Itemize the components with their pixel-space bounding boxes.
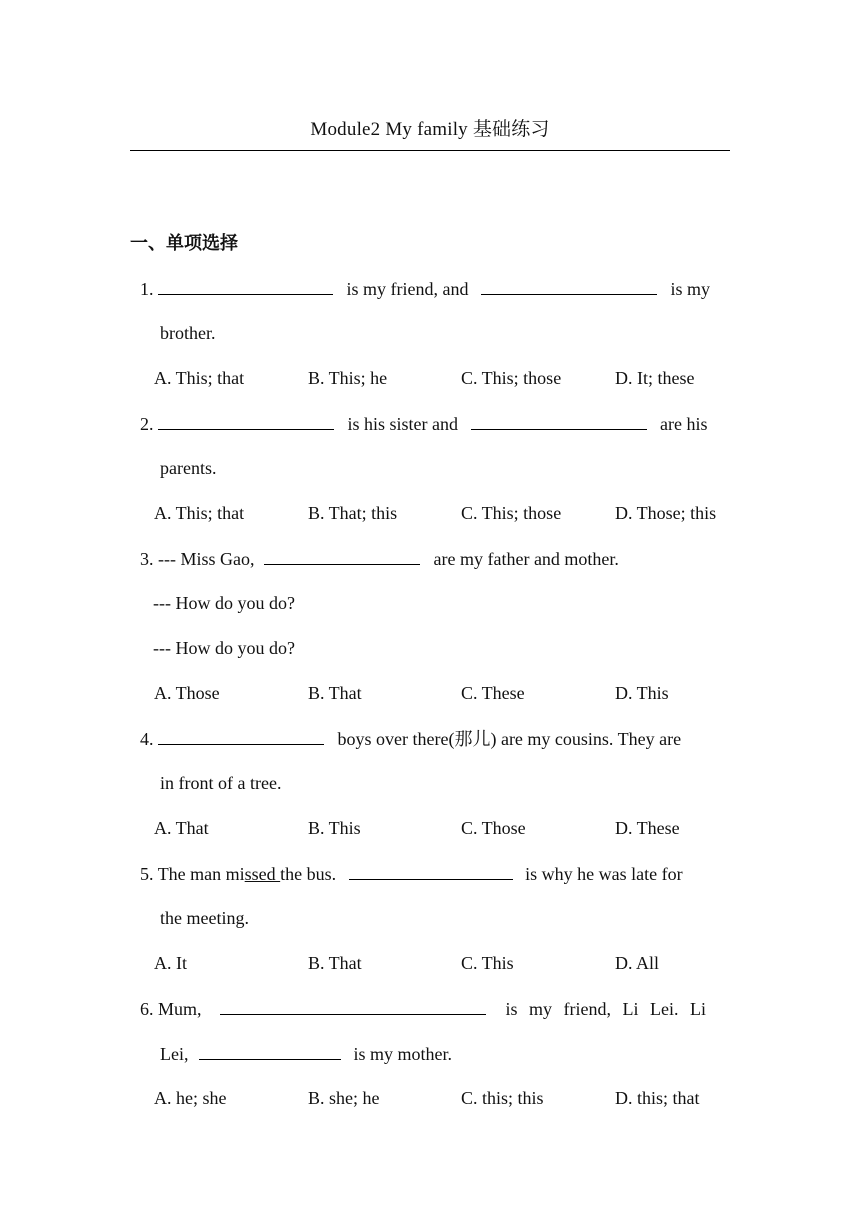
question-continuation: brother.: [160, 323, 216, 343]
question-text: are my father and mother.: [433, 549, 619, 569]
option-d: D. All: [615, 953, 660, 973]
option-a: A. It: [154, 953, 187, 973]
option-c: C. This: [461, 953, 514, 973]
option-b: B. This; he: [308, 368, 388, 388]
dialog-line: --- How do you do?: [153, 593, 295, 613]
question-text: is my friend, and: [346, 279, 469, 299]
option-c: C. These: [461, 683, 525, 703]
question-text: --- Miss Gao,: [158, 549, 255, 569]
page-title: Module2 My family 基础练习: [310, 119, 550, 140]
question-text: are his: [660, 414, 708, 434]
question-text: is my: [670, 279, 710, 299]
option-b: B. she; he: [308, 1088, 380, 1108]
option-a: A. That: [154, 818, 209, 838]
answer-blank: [158, 726, 324, 745]
header-divider: [130, 150, 730, 151]
question-text: is why he was late for: [525, 864, 683, 884]
option-d: D. These: [615, 818, 680, 838]
option-d: D. This: [615, 683, 669, 703]
question-text: the bus.: [280, 864, 337, 884]
question-number: 1.: [140, 279, 154, 299]
answer-blank: [471, 411, 647, 430]
question-continuation: in front of a tree.: [160, 773, 282, 793]
option-a: A. he; she: [154, 1088, 227, 1108]
dialog-line: --- How do you do?: [153, 638, 295, 658]
option-c: C. this; this: [461, 1088, 544, 1108]
option-a: A. Those: [154, 683, 220, 703]
question-number: 5.: [140, 864, 154, 884]
question-continuation: parents.: [160, 458, 217, 478]
question-text: is my friend, Li Lei. Li: [505, 999, 706, 1019]
question-1-stem: [140, 276, 710, 300]
answer-blank: [349, 861, 513, 880]
answer-blank: [158, 411, 334, 430]
question-number: 3.: [140, 549, 154, 569]
option-d: D. It; these: [615, 368, 695, 388]
option-c: C. This; those: [461, 503, 562, 523]
question-5-stem: [140, 861, 683, 885]
answer-blank: [481, 276, 657, 295]
option-d: D. Those; this: [615, 503, 717, 523]
option-a: A. This; that: [154, 503, 245, 523]
underlined-text: ssed: [244, 864, 281, 884]
question-text: Lei,: [160, 1044, 189, 1064]
option-b: B. That; this: [308, 503, 398, 523]
question-6-stem: [140, 996, 706, 1020]
answer-blank: [158, 276, 333, 295]
option-b: B. That: [308, 683, 362, 703]
option-c: C. Those: [461, 818, 526, 838]
question-number: 2.: [140, 414, 154, 434]
option-c: C. This; those: [461, 368, 562, 388]
option-d: D. this; that: [615, 1088, 700, 1108]
question-text: Mum,: [158, 999, 202, 1019]
option-b: B. That: [308, 953, 362, 973]
question-number: 6.: [140, 999, 154, 1019]
question-continuation-line: [160, 1041, 452, 1065]
answer-blank: [264, 546, 420, 565]
question-text: The man mi: [157, 864, 245, 884]
question-4-stem: [140, 726, 681, 750]
question-continuation: the meeting.: [160, 908, 249, 928]
option-b: B. This: [308, 818, 361, 838]
section-heading: 一、单项选择: [130, 233, 238, 254]
option-a: A. This; that: [154, 368, 245, 388]
question-text: boys over there(那儿) are my cousins. They are: [337, 729, 682, 749]
question-text: is my mother.: [353, 1044, 452, 1064]
question-3-stem: [140, 546, 619, 570]
question-2-stem: [140, 411, 707, 435]
question-number: 4.: [140, 729, 154, 749]
answer-blank: [199, 1041, 341, 1060]
question-text: is his sister and: [347, 414, 458, 434]
answer-blank: [220, 996, 486, 1015]
